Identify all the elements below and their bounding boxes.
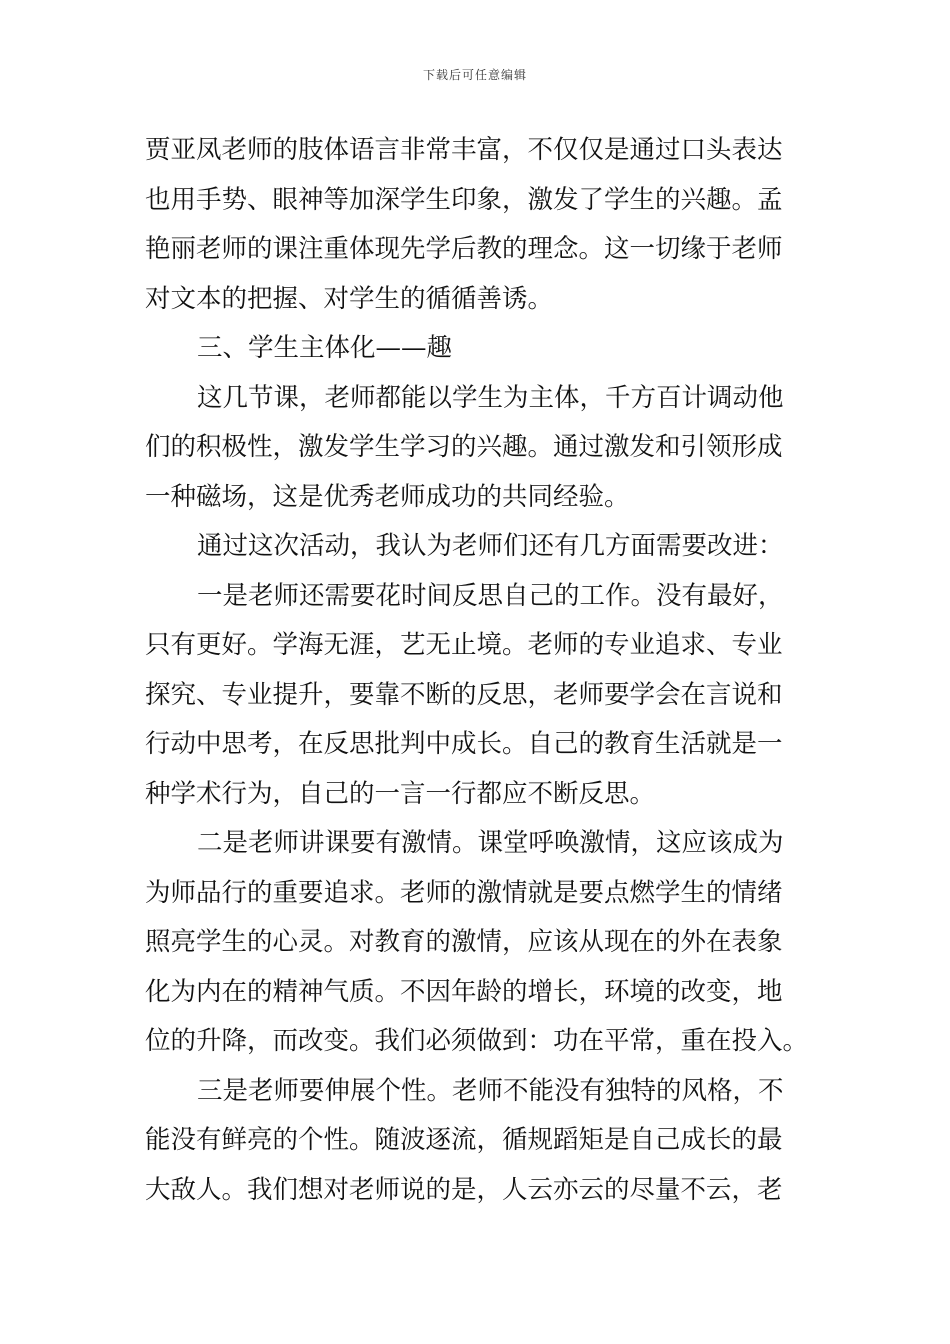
text-line: 贾亚凤老师的肢体语言非常丰富，不仅仅是通过口头表达 [145,135,783,165]
text-line: 种学术行为，自己的一言一行都应不断反思。 [145,778,656,809]
text-line: 照亮学生的心灵。对教育的激情，应该从现在的外在表象 [145,927,783,957]
text-line: 们的积极性，激发学生学习的兴趣。通过激发和引领形成 [145,432,783,462]
text-line: 探究、专业提升，要靠不断的反思，老师要学会在言说和 [145,679,783,710]
text-line: 也用手势、眼神等加深学生印象，激发了学生的兴趣。孟 [145,184,783,215]
text-line: 只有更好。学海无涯，艺无止境。老师的专业追求、专业 [145,630,783,660]
text-line: 三是老师要伸展个性。老师不能没有独特的风格，不 [197,1075,784,1106]
text-line: 这几节课，老师都能以学生为主体，千方百计调动他 [197,382,784,413]
text-line: 大敌人。我们想对老师说的是，人云亦云的尽量不云，老 [145,1174,783,1205]
text-line: 二是老师讲课要有激情。课堂呼唤激情，这应该成为 [197,828,784,858]
text-line: 艳丽老师的课注重体现先学后教的理念。这一切缘于老师 [145,234,783,264]
text-line: 对文本的把握、对学生的循循善诱。 [145,283,554,314]
text-line: 通过这次活动，我认为老师们还有几方面需要改进： [197,531,784,561]
text-line: 化为内在的精神气质。不因年龄的增长，环境的改变，地 [145,976,783,1007]
page-header: 下载后可任意编辑 [422,68,527,82]
text-line: 为师品行的重要追求。老师的激情就是要点燃学生的情绪 [145,877,783,908]
document-body [145,126,809,1215]
text-line: 一是老师还需要花时间反思自己的工作。没有最好， [197,580,784,611]
section-heading: 三、学生主体化——趣 [197,333,453,363]
text-line: 行动中思考，在反思批判中成长。自己的教育生活就是一 [145,729,783,759]
text-line: 位的升降，而改变。我们必须做到：功在平常，重在投入。 [145,1026,809,1056]
text-line: 能没有鲜亮的个性。随波逐流，循规蹈矩是自己成长的最 [145,1125,783,1155]
text-line: 一种磁场，这是优秀老师成功的共同经验。 [145,481,630,512]
